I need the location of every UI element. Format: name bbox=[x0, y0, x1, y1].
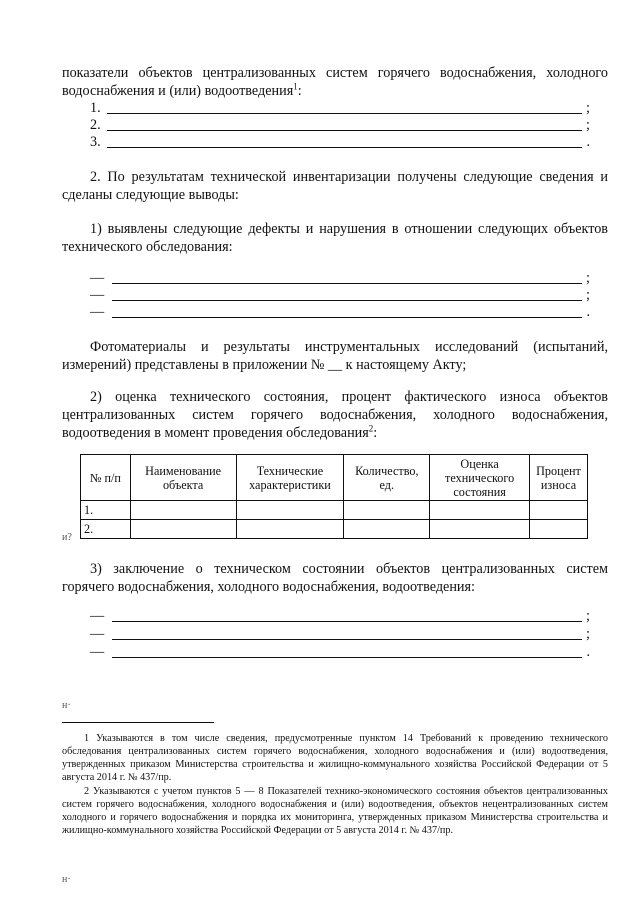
table-cell bbox=[344, 501, 430, 520]
item-end: ; bbox=[586, 117, 590, 133]
subsection-3: 3) заключение о техническом состоянии объектов централизованных систем горячего водоснабжения, холодного водоснабжения, водоотведения: bbox=[62, 561, 608, 595]
item-end: ; bbox=[586, 100, 590, 116]
table-cell bbox=[530, 520, 588, 539]
item-number: 3. bbox=[90, 134, 101, 150]
item-end: . bbox=[586, 134, 590, 150]
blank-line bbox=[112, 621, 582, 622]
item-number: 2. bbox=[90, 117, 101, 133]
table-header-row bbox=[81, 455, 588, 501]
table-cell bbox=[530, 501, 588, 520]
intro-paragraph bbox=[62, 64, 608, 100]
table-row bbox=[81, 520, 588, 539]
item-end: . bbox=[586, 304, 590, 320]
dash: — bbox=[90, 287, 105, 303]
table-header: № п/п bbox=[81, 455, 131, 501]
defect-line bbox=[90, 287, 590, 305]
condition-table bbox=[80, 454, 588, 539]
intro-colon: : bbox=[297, 83, 302, 99]
conclusion-line bbox=[90, 626, 590, 644]
blank-line bbox=[112, 657, 582, 658]
blank-line bbox=[112, 283, 582, 284]
table-header: Технические характеристики bbox=[236, 455, 344, 501]
table-cell bbox=[130, 520, 236, 539]
item-end: ; bbox=[586, 270, 590, 286]
conclusion-line bbox=[90, 608, 590, 626]
item-end: ; bbox=[586, 287, 590, 303]
blank-line bbox=[107, 147, 582, 148]
table-cell bbox=[344, 520, 430, 539]
list-item bbox=[90, 117, 590, 135]
footnote-ref-1: 1 bbox=[293, 81, 298, 92]
table-header: Процент износа bbox=[530, 455, 588, 501]
subsection-2-text: 2) оценка технического состояния, процент фактического износа объектов централизованных систем горячего водоснабжения, холодного водоснабжения, водоотведения в момент проведения обследования bbox=[62, 389, 608, 441]
intro-text: показатели объектов централизованных систем горячего водоснабжения, холодного водоснабжения и (или) водоотведения bbox=[62, 65, 608, 99]
blank-line bbox=[112, 317, 582, 318]
subsection-2-colon: : bbox=[373, 425, 378, 441]
dash: — bbox=[90, 626, 105, 642]
dash: — bbox=[90, 608, 105, 624]
dash: — bbox=[90, 270, 105, 286]
dash: — bbox=[90, 304, 105, 320]
blank-line bbox=[112, 639, 582, 640]
list-item bbox=[90, 100, 590, 118]
table-header: Оценка технического состояния bbox=[430, 455, 530, 501]
item-end: ; bbox=[586, 608, 590, 624]
table-row bbox=[81, 501, 588, 520]
footnote-separator bbox=[62, 722, 214, 723]
subsection-2 bbox=[62, 388, 608, 442]
dash: — bbox=[90, 644, 105, 660]
conclusion-line bbox=[90, 644, 590, 662]
table-cell: 1. bbox=[81, 501, 131, 520]
table-cell bbox=[430, 501, 530, 520]
list-item bbox=[90, 134, 590, 152]
margin-mark: н· bbox=[62, 874, 71, 885]
table-cell bbox=[130, 501, 236, 520]
item-end: . bbox=[586, 644, 590, 660]
defect-line bbox=[90, 270, 590, 288]
footnote-2: 2 Указываются с учетом пунктов 5 — 8 Показателей технико-экономического состояния объектов централизованных систем горячего водоснабжения, холодного водоснабжения и (или) водоотведения, объектов нецентрализованных систем холодного и горячего водоснабжения и порядка их мониторинга, утвержденных приказом Министерства строительства и жилищно-коммунального хозяйства Российской Федерации от 5 августа 2014 г. № 437/пр. bbox=[62, 786, 608, 836]
table-cell bbox=[236, 501, 344, 520]
item-number: 1. bbox=[90, 100, 101, 116]
blank-line bbox=[107, 130, 582, 131]
margin-mark: н· bbox=[62, 700, 71, 711]
margin-mark: и? bbox=[62, 532, 72, 543]
table-cell: 2. bbox=[81, 520, 131, 539]
footnote-ref-2: 2 bbox=[368, 423, 374, 434]
subsection-1: 1) выявлены следующие дефекты и нарушения в отношении следующих объектов технического обследования: bbox=[62, 221, 608, 255]
table-cell bbox=[430, 520, 530, 539]
table-header: Наименование объекта bbox=[130, 455, 236, 501]
defect-line bbox=[90, 304, 590, 322]
table-header: Количество, ед. bbox=[344, 455, 430, 501]
table-cell bbox=[236, 520, 344, 539]
photo-materials-paragraph: Фотоматериалы и результаты инструментальных исследований (испытаний, измерений) представлены в приложении № __ к настоящему Акту; bbox=[62, 339, 608, 373]
blank-line bbox=[112, 300, 582, 301]
section-2-heading: 2. По результатам технической инвентаризации получены следующие сведения и сделаны следующие выводы: bbox=[62, 169, 608, 203]
footnote-1: 1 Указываются в том числе сведения, предусмотренные пунктом 14 Требований к проведению технического обследования централизованных систем горячего водоснабжения, холодного водоснабжения и (или) водоотведения, утвержденных приказом Министерства строительства и жилищно-коммунального хозяйства Российской Федерации от 5 августа 2014 г. № 437/пр. bbox=[62, 733, 608, 783]
blank-line bbox=[107, 113, 582, 114]
item-end: ; bbox=[586, 626, 590, 642]
